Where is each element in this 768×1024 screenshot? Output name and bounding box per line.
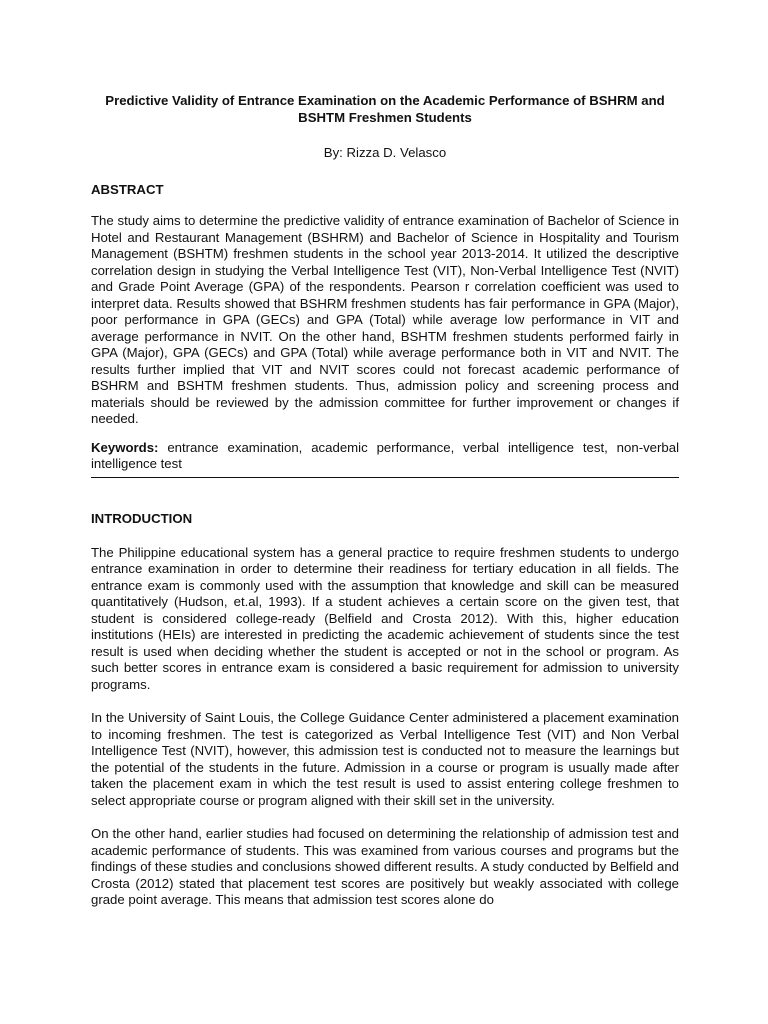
title-line-1: Predictive Validity of Entrance Examination on the Academic Performance of BSHRM and (105, 93, 665, 108)
abstract-text: The study aims to determine the predictive validity of entrance examination of Bachelor of Science in Hotel and Restaurant Management (BSHRM) and Bachelor of Science in Hospitality and Tourism Management (BSHTM) freshmen students in the school year 2013-2014. It utilized the descriptive correlation design in studying the Verbal Intelligence Test (VIT), Non-Verbal Intelligence Test (NVIT) and Grade Point Average (GPA) of the respondents. Pearson r correlation coefficient was used to interpret data. Results showed that BSHRM freshmen students has fair performance in GPA (Major), poor performance in GPA (GECs) and GPA (Total) while average low performance in VIT and average performance in NVIT. On the other hand, BSHTM freshmen students performed fairly in GPA (Major), GPA (GECs) and GPA (Total) while average performance both in VIT and NVIT. The results further implied that VIT and NVIT scores could not forecast academic performance of BSHRM and BSHTM freshmen students. Thus, admission policy and screening process and materials should be reviewed by the admission committee for further improvement or changes if needed. (91, 213, 679, 426)
paper-body (91, 92, 679, 909)
paper-title (91, 92, 679, 126)
section-divider (91, 477, 679, 478)
introduction-heading: INTRODUCTION (91, 510, 193, 526)
introduction-paragraph-1: The Philippine educational system has a general practice to require freshmen students to undergo entrance examination in order to determine their readiness for tertiary education in all fields. The entrance exam is commonly used with the assumption that knowledge and skill can be measured quantitatively (Hudson, et.al, 1993). If a student achieves a certain score on the given test, that student is considered college-ready (Belfield and Crosta 2012). With this, higher education institutions (HEIs) are interested in predicting the academic achievement of students since the test result is used when deciding whether the student is accepted or not in the school or program. As such better scores in entrance exam is considered a basic requirement for admission to university programs. (91, 544, 679, 692)
introduction-paragraph-3: On the other hand, earlier studies had focused on determining the relationship of admission test and academic performance of students. This was examined from various courses and programs but the findings of these studies and conclusions showed different results. A study conducted by Belfield and Crosta (2012) stated that placement test scores are positively but weakly associated with college grade point average. This means that admission test scores alone do (91, 826, 679, 907)
title-line-2: BSHTM Freshmen Students (298, 110, 472, 125)
author-byline: By: Rizza D. Velasco (323, 145, 447, 160)
keywords (91, 440, 679, 473)
keywords-label: Keywords: (91, 439, 159, 455)
abstract-heading: ABSTRACT (91, 182, 164, 197)
keywords-text: entrance examination, academic performance, verbal intelligence test, non-verbal intelligence test (91, 439, 679, 471)
introduction-paragraph-2: In the University of Saint Louis, the College Guidance Center administered a placement examination to incoming freshmen. The test is categorized as Verbal Intelligence Test (VIT) and Non Verbal Intelligence Test (NVIT), however, this admission test is conducted not to measure the learnings but the potential of the students in the future. Admission in a course or program is usually made after taken the placement exam in which the test result is used to assist entering college freshmen to select appropriate course or program aligned with their skill set in the university. (91, 710, 679, 808)
